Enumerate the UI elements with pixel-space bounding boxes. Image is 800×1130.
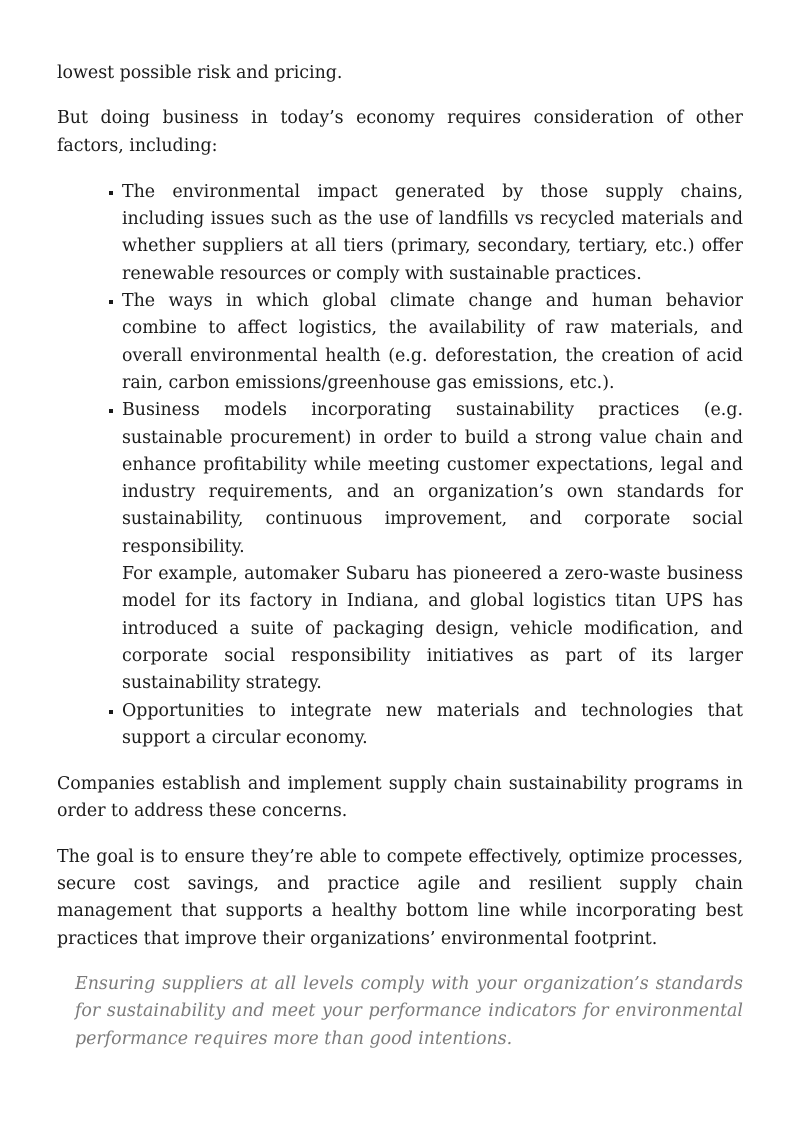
paragraph-risk-pricing: lowest possible risk and pricing. <box>57 63 343 83</box>
list-item-text: The ways in which global climate change and human behavior combine to affect logistics, the availability of raw materials, and overall environmental health (e.g. deforestation, the creation of acid rain, carbon emissions/greenhouse gas emissions, etc.). <box>122 291 743 393</box>
square-bullet-icon <box>109 300 113 304</box>
list-item-text: Opportunities to integrate new materials and technologies that support a circular economy. <box>122 700 743 748</box>
list-item-text: The environmental impact generated by those supply chains, including issues such as the use of landfills vs recycled materials and whether suppliers at all tiers (primary, secondary, tertiary, etc.) offer renewable resources or comply with sustainable practices. <box>122 181 743 284</box>
square-bullet-icon <box>109 409 113 413</box>
list-item <box>122 288 743 397</box>
factors-list <box>57 179 743 752</box>
list-item <box>122 397 743 697</box>
article-body <box>57 60 743 1053</box>
square-bullet-icon <box>109 191 113 195</box>
square-bullet-icon <box>109 710 113 714</box>
pull-quote <box>57 971 743 1053</box>
list-item <box>122 698 743 753</box>
paragraph-concerns: Companies establish and implement supply chain sustainability programs in order to address these concerns. <box>57 774 743 822</box>
list-item-example: For example, automaker Subaru has pioneered a zero-waste business model for its factory in Indiana, and global logistics titan UPS has introduced a suite of packaging design, vehicle modification, and corporate social responsibility initiatives as part of its larger sustainability strategy. <box>122 564 743 694</box>
list-item <box>122 179 743 288</box>
list-item-text: Business models incorporating sustainability practices (e.g. sustainable procurement) in order to build a strong value chain and enhance profitability while meeting customer expectations, legal and industry requirements, and an organization’s own standards for sustainability, continuous improvement, and corporate social responsibility. <box>122 400 743 557</box>
paragraph-other-factors: But doing business in today’s economy requires consideration of other factors, including: <box>57 108 743 156</box>
paragraph-goal: The goal is to ensure they’re able to compete effectively, optimize processes, secure cost savings, and practice agile and resilient supply chain management that supports a healthy bottom line while incorporating best practices that improve their organizations’ environmental footprint. <box>57 846 743 949</box>
pull-quote-text: Ensuring suppliers at all levels comply with your organization’s standards for sustainability and meet your performance indicators for environmental performance requires more than good intentions. <box>75 973 743 1049</box>
